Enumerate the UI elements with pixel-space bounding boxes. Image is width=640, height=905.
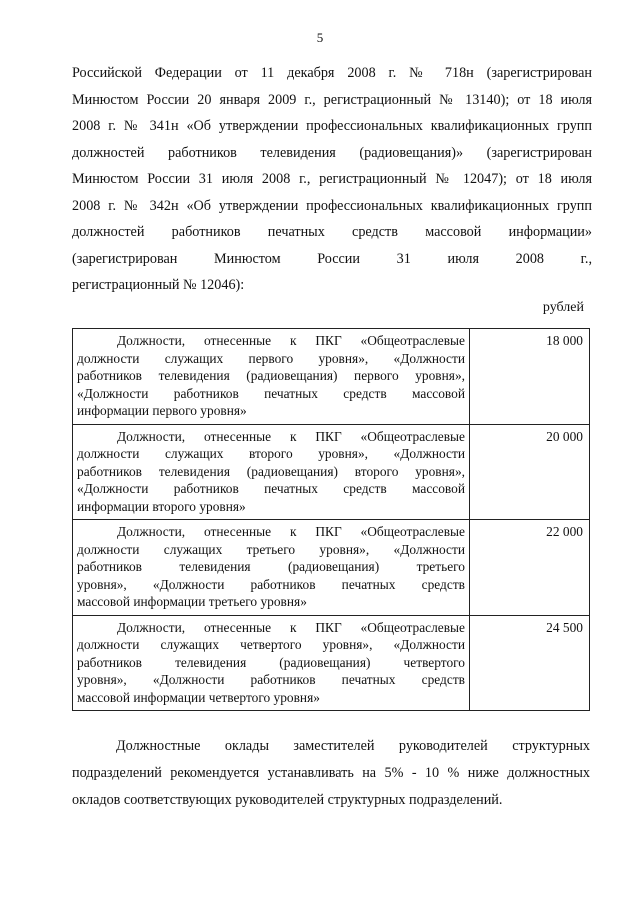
cell-line: должности служащих третьего уровня», «Должности — [77, 541, 465, 557]
intro-line: Минюстом России 20 января 2009 г., регистрационный № 13140); от 18 июля — [72, 91, 592, 108]
cell-line: массовой информации четвертого уровня» — [77, 689, 320, 705]
closing-paragraph — [72, 733, 590, 814]
intro-line: должностей работников телевидения (радиовещания)» (зарегистрирован — [72, 144, 592, 161]
position-group-cell — [73, 615, 470, 711]
closing-line: подразделений рекомендуется устанавливать на 5% - 10 % ниже должностных — [72, 765, 590, 781]
position-group-cell — [73, 424, 470, 520]
salary-value-cell: 20 000 — [470, 424, 590, 520]
cell-line: работников телевидения (радиовещания) второго уровня», — [77, 463, 465, 479]
cell-line: «Должности работников печатных средств массовой — [77, 385, 465, 401]
cell-line: работников телевидения (радиовещания) четвертого — [77, 654, 465, 670]
salary-table — [72, 328, 590, 711]
cell-line: информации первого уровня» — [77, 403, 247, 418]
table-row — [73, 520, 590, 616]
cell-line: работников телевидения (радиовещания) первого уровня», — [77, 368, 465, 383]
intro-line: 2008 г. № 341н «Об утверждении профессиональных квалификационных групп — [72, 118, 592, 134]
table-row — [73, 329, 590, 425]
salary-value-cell: 24 500 — [470, 615, 590, 711]
cell-line: работников телевидения (радиовещания) третьего — [77, 559, 465, 574]
table-row — [73, 424, 590, 520]
salary-value-cell: 22 000 — [470, 520, 590, 616]
closing-line: окладов соответствующих руководителей структурных подразделений. — [72, 792, 503, 808]
intro-line: 2008 г. № 342н «Об утверждении профессиональных квалификационных групп — [72, 197, 592, 214]
cell-line: уровня», «Должности работников печатных средств — [77, 672, 465, 687]
intro-line: (зарегистрирован Минюстом России 31 июля 2008 г., — [72, 250, 592, 267]
page-number: 5 — [316, 30, 324, 45]
currency-unit-label: рублей — [542, 300, 584, 315]
position-group-cell — [73, 520, 470, 616]
intro-paragraph — [72, 60, 592, 299]
cell-line: должности служащих второго уровня», «Должности — [77, 446, 465, 461]
intro-line: Российской Федерации от 11 декабря 2008 г. № 718н (зарегистрирован — [72, 65, 592, 81]
cell-line: массовой информации третьего уровня» — [77, 594, 307, 609]
cell-line: информации второго уровня» — [77, 498, 246, 514]
cell-line: Должности, отнесенные к ПКГ «Общеотраслевые — [117, 428, 465, 444]
cell-line: Должности, отнесенные к ПКГ «Общеотраслевые — [117, 333, 465, 348]
intro-line: регистрационный № 12046): — [72, 277, 245, 293]
intro-line: должностей работников печатных средств массовой информации» — [72, 224, 592, 240]
cell-line: Должности, отнесенные к ПКГ «Общеотраслевые — [117, 524, 465, 539]
table-row — [73, 615, 590, 711]
cell-line: должности служащих первого уровня», «Должности — [77, 350, 465, 366]
closing-line: Должностные оклады заместителей руководителей структурных — [116, 738, 590, 754]
position-group-cell — [73, 329, 470, 425]
cell-line: «Должности работников печатных средств массовой — [77, 481, 465, 496]
cell-line: Должности, отнесенные к ПКГ «Общеотраслевые — [117, 619, 465, 635]
intro-line: Минюстом России 31 июля 2008 г., регистрационный № 12047); от 18 июля — [72, 171, 592, 187]
cell-line: уровня», «Должности работников печатных средств — [77, 576, 465, 592]
salary-value-cell: 18 000 — [470, 329, 590, 425]
cell-line: должности служащих четвертого уровня», «Должности — [77, 637, 465, 652]
